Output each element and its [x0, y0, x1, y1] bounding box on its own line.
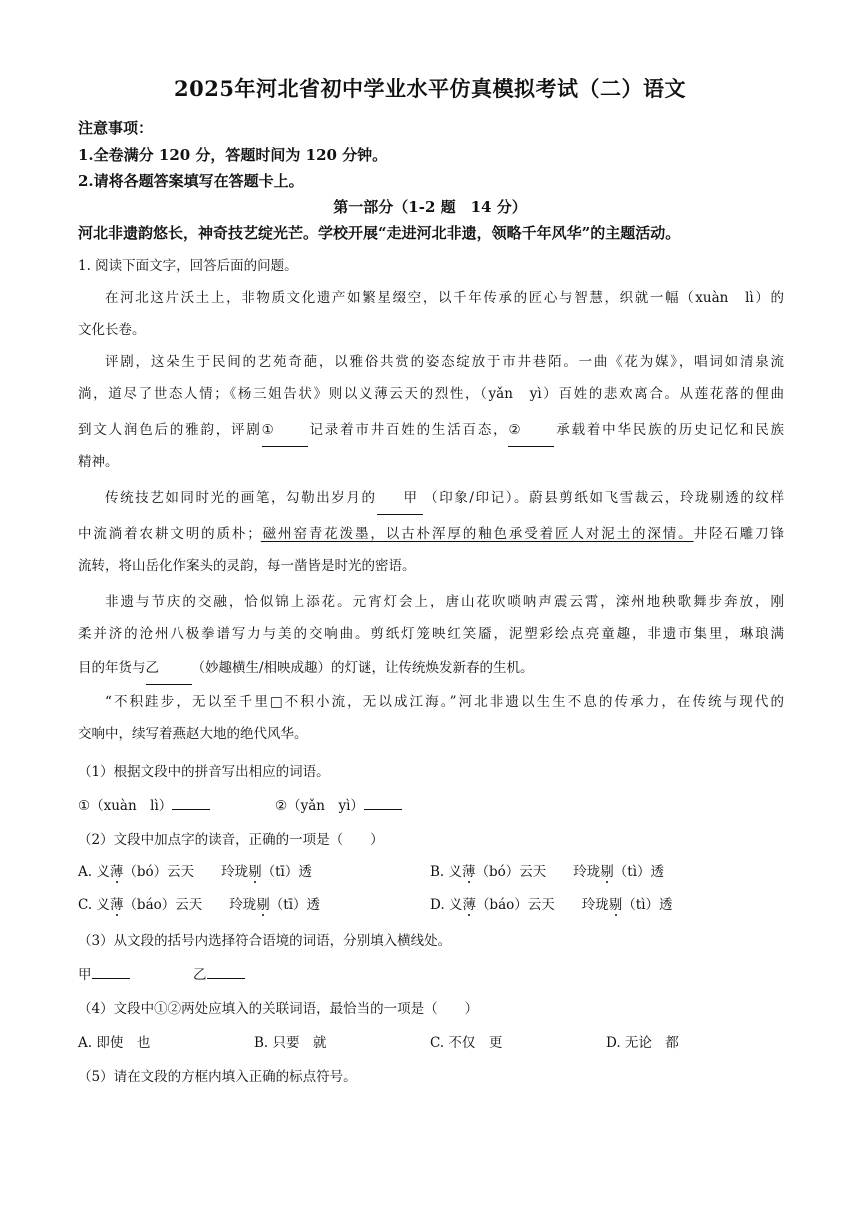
- subquestion-3-jia: [78, 963, 130, 983]
- question-1-stem: 1. 阅读下面文字，回答后面的问题。: [78, 258, 298, 274]
- passage-text: 传统技艺如同时光的画笔，勾勒出岁月的: [105, 490, 377, 506]
- subquestion-3-yi: [193, 963, 245, 983]
- notice-item-2: 2.请将各题答案填写在答题卡上。: [78, 172, 304, 190]
- page-title: 2025年河北省初中学业水平仿真模拟考试（二）语文: [174, 76, 686, 101]
- subquestion-1-item-a: [78, 794, 210, 814]
- option-text: （báo）云天 玲珑: [123, 897, 257, 913]
- option-text: D. 义: [430, 897, 463, 913]
- option-text: （tì）透: [622, 897, 673, 913]
- option-2A: [78, 860, 312, 880]
- passage-p5-line2: 交响中，续写着燕赵大地的绝代风华。: [78, 726, 308, 742]
- passage-text: 承载着中华民族的历史记忆和民族: [554, 422, 785, 438]
- passage-p2-line2: 淌，道尽了世态人情；《杨三姐告状》则以义薄云天的烈性，（yǎn yì）百姓的悲欢离合。从莲花落的俚曲: [78, 386, 784, 402]
- answer-line: [172, 797, 210, 810]
- notice-heading: 注意事项：: [78, 119, 154, 137]
- pinyin-label: ①（xuàn lì）: [78, 798, 173, 814]
- dotted-char: 薄: [109, 864, 124, 880]
- option-4A: A. 即使 也: [78, 1035, 151, 1051]
- passage-p4-line3: [78, 652, 784, 685]
- blank-label: 甲: [78, 967, 92, 983]
- passage-p1-line1: 在河北这片沃土上，非物质文化遗产如繁星缀空，以千年传承的匠心与智慧，织就一幅（xuàn lì）的: [105, 290, 784, 306]
- blank-yi: 乙: [146, 652, 192, 685]
- subquestion-1-item-b: [275, 794, 402, 814]
- passage-p3-line1: [78, 482, 784, 515]
- option-text: C. 义: [78, 897, 110, 913]
- blank-label: 乙: [193, 967, 207, 983]
- option-text: （tī）透: [269, 897, 321, 913]
- option-text: （tì）透: [613, 864, 665, 880]
- passage-text: 到文人润色后的雅韵，评剧: [78, 422, 262, 438]
- dotted-char: 剔: [600, 864, 614, 880]
- dotted-char: 薄: [462, 897, 476, 913]
- subquestion-3-stem: （3）从文段的括号内选择符合语境的词语，分别填入横线处。: [78, 933, 452, 949]
- passage-p2-line3: [78, 414, 784, 447]
- pinyin-label: ②（yǎn yì）: [275, 798, 364, 814]
- passage-p4-line1: 非遗与节庆的交融，恰似锦上添花。元宵灯会上，唐山花吹唢呐声震云霄，滦州地秧歌舞步奔放，刚: [105, 594, 784, 610]
- passage-p2-line4: 精神。: [78, 454, 119, 470]
- dotted-char: 剔: [256, 897, 270, 913]
- dotted-char: 剔: [608, 897, 623, 913]
- option-4C: C. 不仅 更: [430, 1035, 503, 1051]
- option-text: （bó）云天 玲珑: [475, 864, 601, 880]
- notice-item-1: 1.全卷满分 120 分，答题时间为 120 分钟。: [78, 146, 388, 164]
- passage-text: （印象/印记）。蔚县剪纸如飞雪裁云，玲珑剔透的纹样: [422, 490, 784, 506]
- part1-title: 第一部分（1-2 题 14 分）: [333, 198, 527, 216]
- passage-text: （妙趣横生/相映成趣）的灯谜，让传统焕发新春的生机。: [191, 660, 534, 676]
- dotted-char: 剔: [248, 864, 262, 880]
- option-4D: D. 无论 都: [606, 1035, 679, 1051]
- option-4B: B. 只要 就: [254, 1035, 327, 1051]
- passage-p1-line2: 文化长卷。: [78, 322, 146, 338]
- blank-1: ①: [262, 414, 308, 447]
- option-text: （tī）透: [261, 864, 312, 880]
- option-2C: [78, 893, 320, 913]
- subquestion-1-stem: （1）根据文段中的拼音写出相应的词语。: [78, 764, 330, 780]
- underlined-sentence: 磁州窑青花泼墨，以古朴浑厚的釉色承受着匠人对泥土的深情。: [260, 526, 694, 542]
- passage-p2-line1: 评剧，这朵生于民间的艺苑奇葩，以雅俗共赏的姿态绽放于市井巷陌。一曲《花为媒》，唱词如清泉流: [105, 354, 784, 370]
- blank-jia: 甲: [377, 482, 423, 515]
- answer-line: [364, 797, 402, 810]
- subquestion-2-stem: （2）文段中加点字的读音，正确的一项是（ ）: [78, 832, 384, 848]
- option-2D: [430, 893, 673, 913]
- passage-text: 记录着市井百姓的生活百态，: [307, 422, 509, 438]
- passage-p3-line2: [78, 518, 784, 550]
- dotted-char: 薄: [109, 897, 124, 913]
- part1-intro: 河北非遗韵悠长，神奇技艺绽光芒。学校开展“走进河北非遗，领略千年风华”的主题活动。: [78, 224, 681, 242]
- option-text: （báo）云天 玲珑: [475, 897, 609, 913]
- subquestion-5-stem: （5）请在文段的方框内填入正确的标点符号。: [78, 1069, 357, 1085]
- dotted-char: 薄: [462, 864, 476, 880]
- passage-p4-line2: 柔并济的沧州八极拳谱写力与美的交响曲。剪纸灯笼映红笑靥，泥塑彩绘点亮童趣，非遗市集里，琳琅满: [78, 626, 784, 642]
- option-text: （bó）云天 玲珑: [123, 864, 249, 880]
- option-text: A. 义: [78, 864, 110, 880]
- option-text: B. 义: [430, 864, 463, 880]
- subquestion-4-stem: （4）文段中①②两处应填入的关联词语，最恰当的一项是（ ）: [78, 1001, 479, 1017]
- option-2B: [430, 860, 664, 880]
- passage-text: 井陉石雕刀锋: [693, 526, 785, 542]
- passage-p3-line3: 流转，将山岳化作案头的灵韵，每一凿皆是时光的密语。: [78, 558, 416, 574]
- passage-text: 目的年货与: [78, 660, 146, 676]
- passage-text: 中流淌着农耕文明的质朴；: [78, 526, 261, 542]
- blank-2: ②: [508, 414, 554, 447]
- answer-line: [92, 966, 130, 979]
- answer-line: [207, 966, 245, 979]
- passage-p5-line1: “不积跬步，无以至千里□不积小流，无以成江海。”河北非遗以生生不息的传承力，在传统与现代的: [105, 694, 784, 710]
